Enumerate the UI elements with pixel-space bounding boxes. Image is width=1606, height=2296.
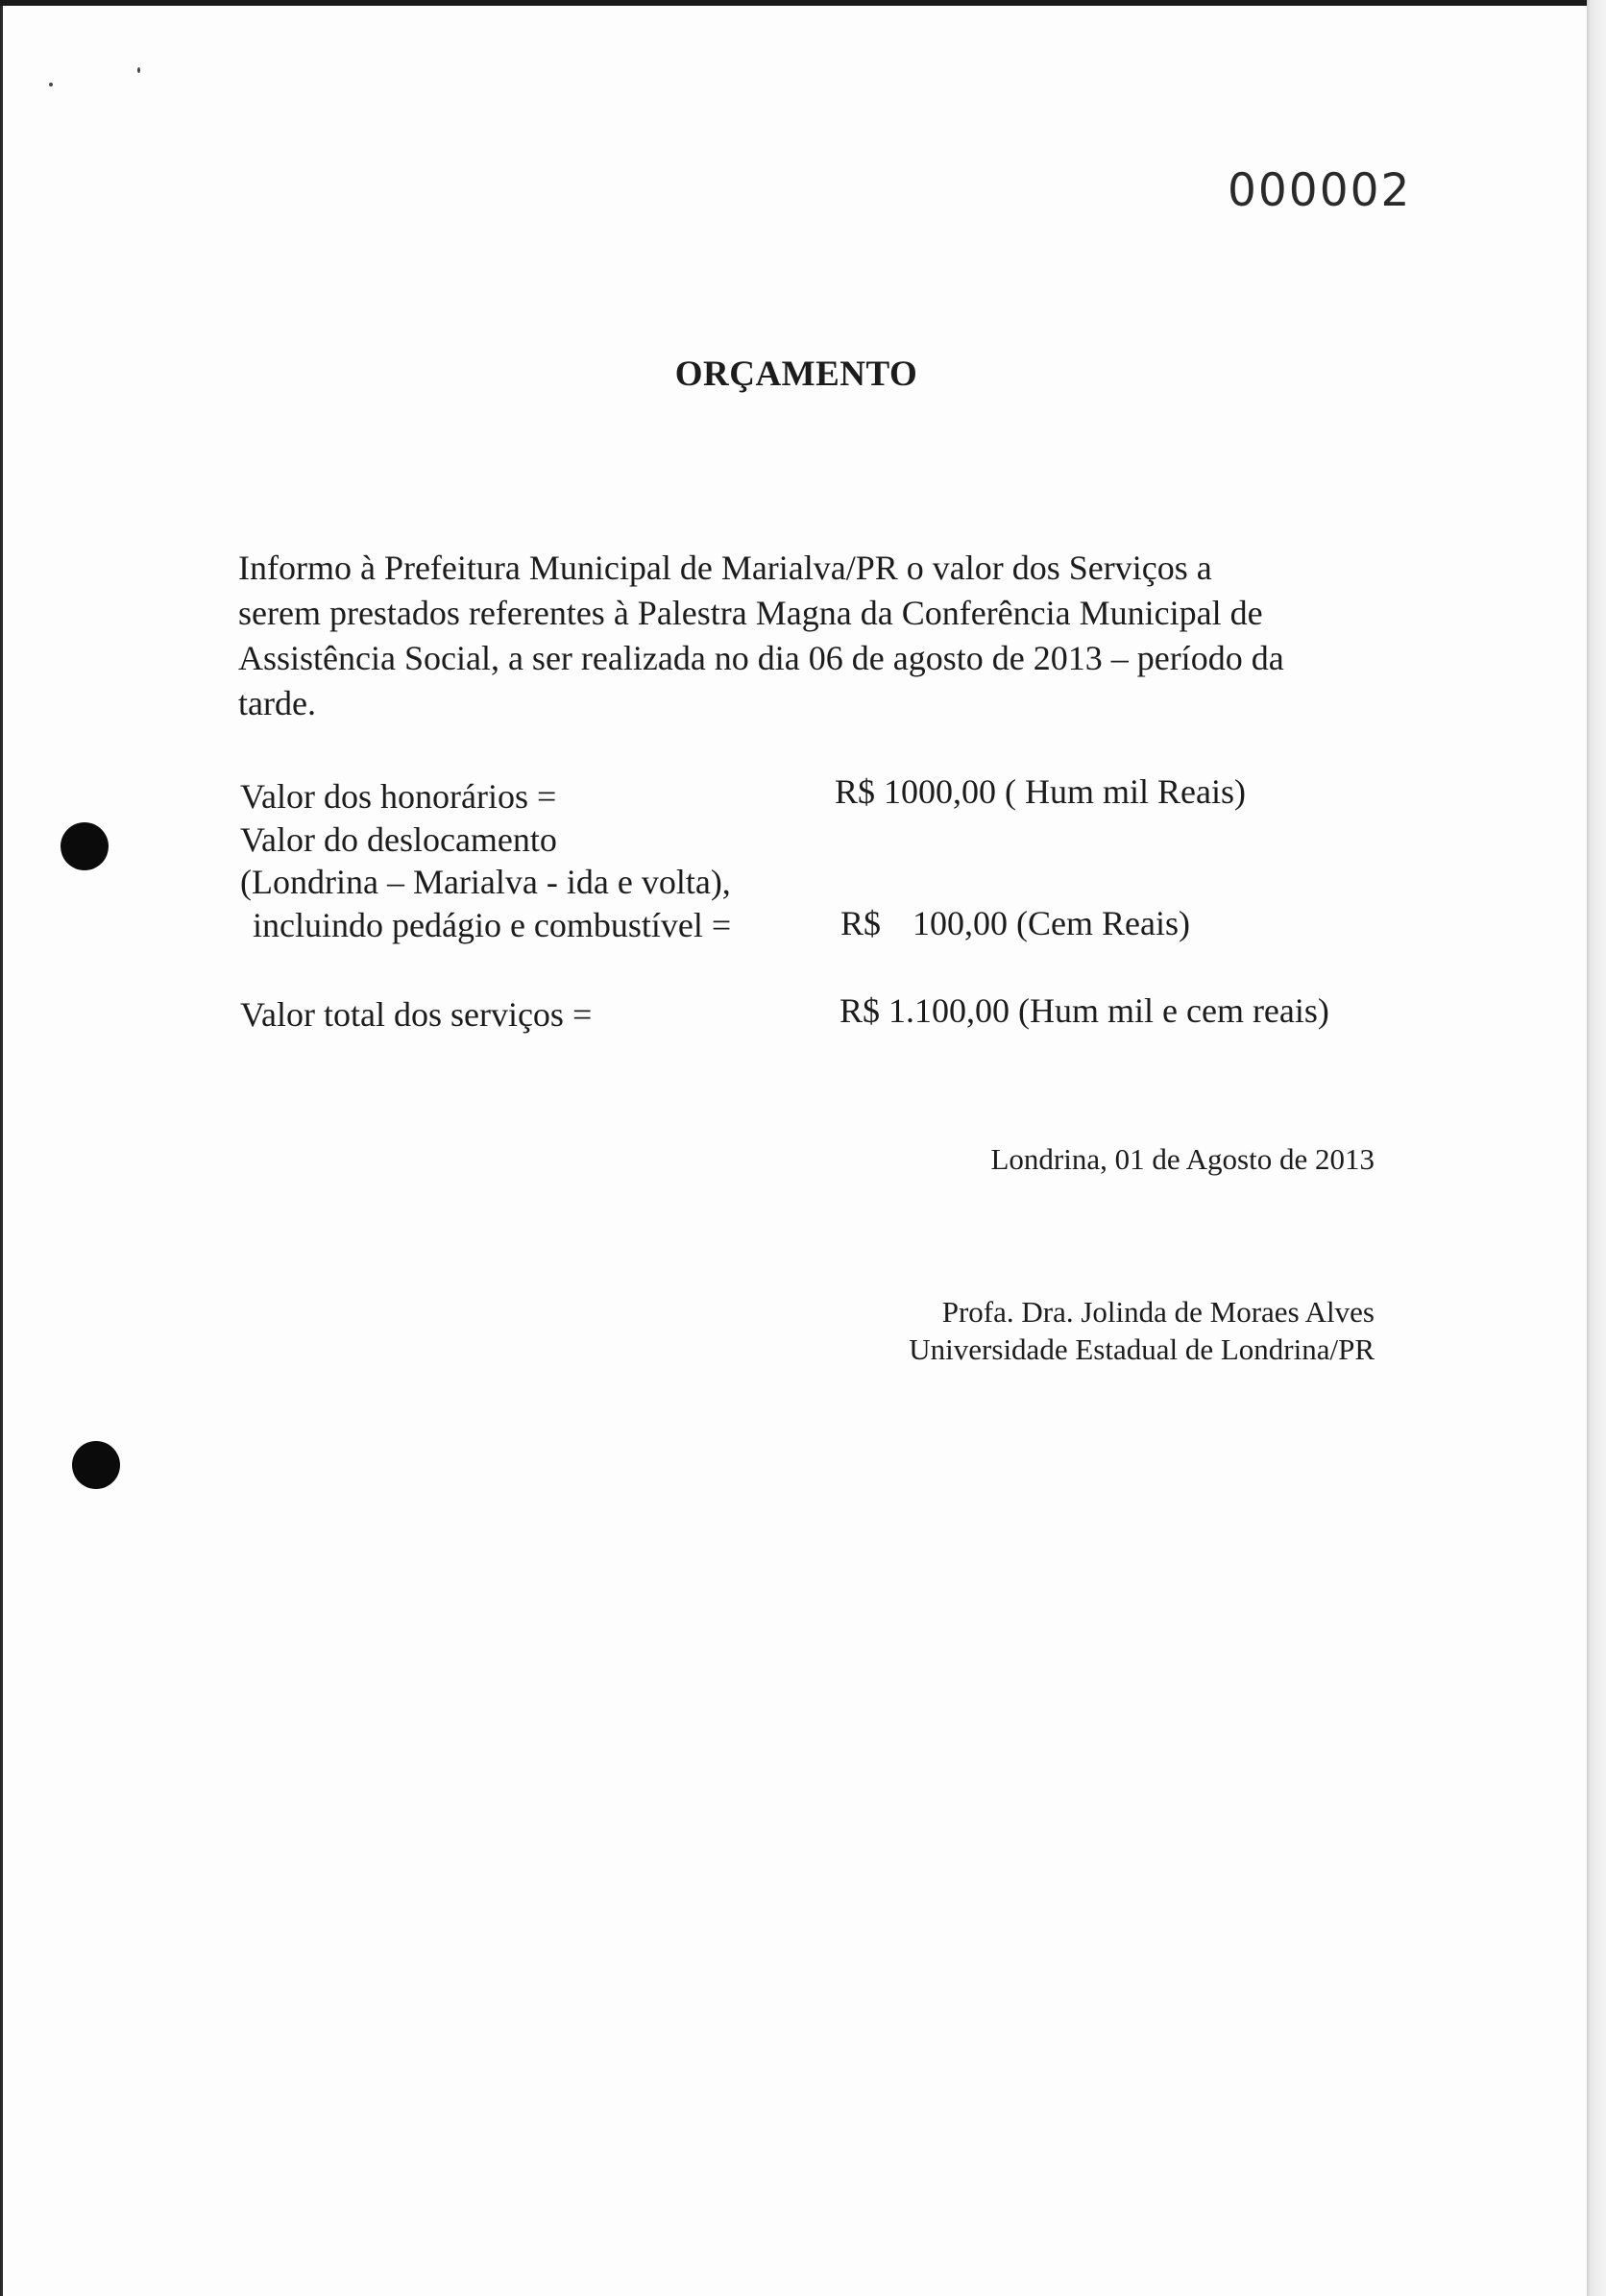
intro-line: serem prestados referentes à Palestra Magna da Conferência Municipal de [238, 594, 1263, 632]
date-line: Londrina, 01 de Agosto de 2013 [990, 1142, 1375, 1176]
intro-paragraph [238, 546, 1400, 726]
fees-deslocamento-label-line3: incluindo pedágio e combustível = [253, 906, 732, 944]
intro-line: Assistência Social, a ser realizada no dia 06 de agosto de 2013 – período da [238, 639, 1284, 677]
signature-institution: Universidade Estadual de Londrina/PR [909, 1332, 1375, 1366]
fees-deslocamento-label-line2: (Londrina – Marialva - ida e volta), [240, 863, 731, 901]
fees-total-value: R$ 1.100,00 (Hum mil e cem reais) [840, 991, 1329, 1030]
fees-deslocamento-label-line1: Valor do deslocamento [240, 820, 557, 859]
fees-deslocamento-currency: R$ [840, 904, 882, 942]
fees-deslocamento-value: 100,00 (Cem Reais) [912, 904, 1190, 942]
fees-honorarios-value: R$ 1000,00 ( Hum mil Reais) [835, 772, 1246, 811]
fees-total-label: Valor total dos serviços = [240, 995, 593, 1034]
fees-honorarios-label: Valor dos honorários = [240, 777, 557, 816]
document-page [0, 6, 1587, 2296]
document-title: ORÇAMENTO [674, 354, 918, 394]
punch-hole-bottom [72, 1441, 120, 1489]
scan-speck [137, 67, 140, 73]
scan-edge [1587, 0, 1606, 2296]
punch-hole-top [61, 822, 109, 870]
page-number: 000002 [1228, 164, 1412, 217]
scan-speck [49, 83, 53, 86]
signature-name: Profa. Dra. Jolinda de Moraes Alves [941, 1295, 1375, 1329]
intro-line: Informo à Prefeitura Municipal de Marialva/PR o valor dos Serviços a [238, 549, 1212, 587]
intro-line: tarde. [238, 684, 316, 722]
